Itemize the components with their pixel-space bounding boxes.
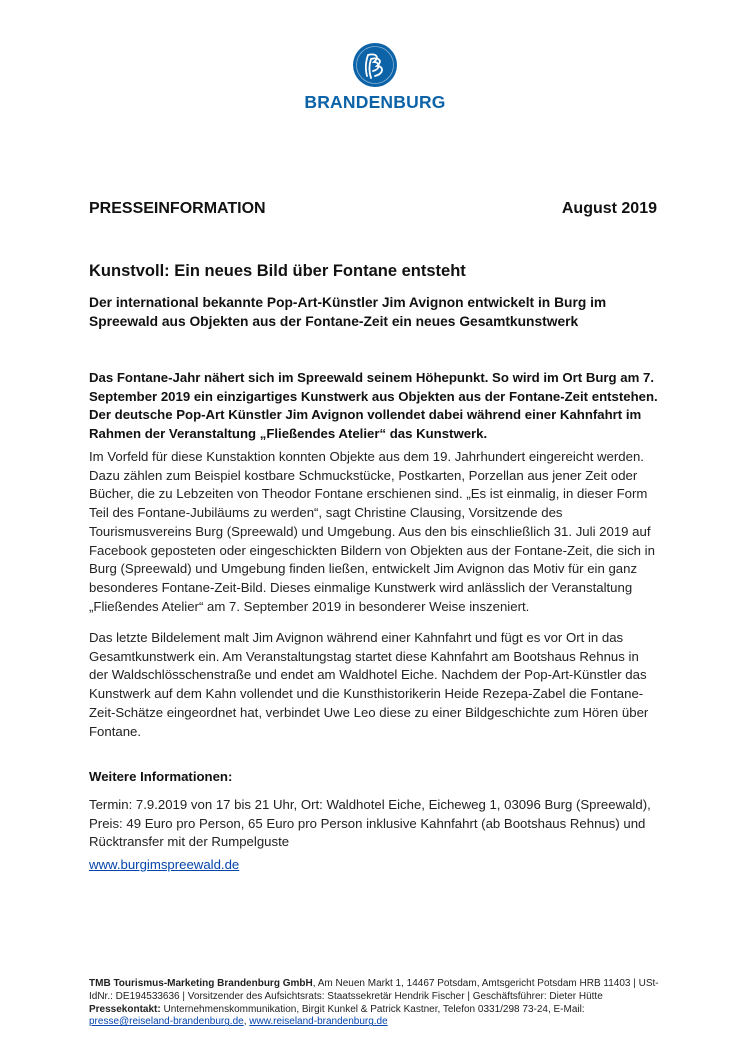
company-name: TMB Tourismus-Marketing Brandenburg GmbH xyxy=(89,978,313,989)
brandenburg-logo xyxy=(290,42,460,113)
footer-separator: , xyxy=(243,1016,250,1028)
press-contact-label: Pressekontakt: xyxy=(89,1003,161,1015)
article-subheadline: Der international bekannte Pop-Art-Künstler Jim Avignon entwickelt in Burg im Spreewald aus Objekten aus der Fontane-Zeit ein neues Gesamtkunstwerk xyxy=(89,295,607,329)
document-header xyxy=(89,200,657,222)
footer-imprint xyxy=(89,978,659,1029)
website-link[interactable]: www.burgimspreewald.de xyxy=(89,857,240,872)
press-email-link[interactable]: presse@reiseland-brandenburg.de xyxy=(89,1016,244,1028)
article-lead: Das Fontane-Jahr nähert sich im Spreewald seinem Höhepunkt. So wird im Ort Burg am 7. September 2019 ein einzigartiges Kunstwerk aus Objekten aus der Fontane-Zeit entstehen. Der deutsche Pop-Art Künstler Jim Avignon vollendet dabei während einer Kahnfahrt im Rahmen der Veranstaltung „Fließendes Atelier“ das Kunstwerk. xyxy=(89,370,658,442)
more-info-heading: Weitere Informationen: xyxy=(89,769,233,784)
imprint-text: , Am Neuen Markt 1, 14467 Potsdam, Amtsgericht Potsdam HRB 11403 | USt-IdNr.: DE194533636 | Vorsitzender des Aufsichtsrats: Staatssekretär Hendrik Fischer | Geschäftsführer: Dieter Hütte xyxy=(89,978,659,1002)
event-details: Termin: 7.9.2019 von 17 bis 21 Uhr, Ort: Waldhotel Eiche, Eicheweg 1, 03096 Burg (Spreewald), Preis: 49 Euro pro Person, 65 Euro pro Person inklusive Kahnfahrt (ab Bootshaus Rehnus) und Rücktransfer mit der Rumpelguste xyxy=(89,797,651,850)
article-paragraph: Im Vorfeld für diese Kunstaktion konnten Objekte aus dem 19. Jahrhundert eingereicht werden. Dazu zählen zum Beispiel kostbare Schmuckstücke, Postkarten, Porzellan aus jener Zeit oder Bücher, die zu Lebzeiten von Theodor Fontane erschienen sind. „Es ist einmalig, in dieser Form Teil des Fontane-Jubiläums zu werden“, sagt Christine Clausing, Vorsitzende des Tourismusvereins Burg (Spreewald) und Umgebung. Aus den bis einschließlich 31. Juli 2019 auf Facebook geposteten oder eingeschickten Bildern von Objekten aus der Fontane-Zeit, die sich in Burg (Spreewald) und Umgebung finden ließen, entwickelt Jim Avignon das Motiv für ein ganz besonderes Fontane-Zeit-Bild. Dieses einmalige Kunstwerk wird anlässlich der Veranstaltung „Fließendes Atelier“ am 7. September 2019 in besonderer Weise inszeniert. xyxy=(89,449,655,614)
press-information-label: PRESSEINFORMATION xyxy=(89,200,266,217)
article-headline: Kunstvoll: Ein neues Bild über Fontane entsteht xyxy=(89,262,466,280)
article-paragraph: Das letzte Bildelement malt Jim Avignon während einer Kahnfahrt und fügt es vor Ort in das Gesamtkunstwerk ein. Am Veranstaltungstag startet diese Kahnfahrt am Bootshaus Rehnus in der Waldschlösschenstraße und endet am Waldhotel Eiche. Nachdem der Pop-Art-Künstler das Kunstwerk auf dem Kahn vollendet und die Kunsthistorikerin Heide Rezepa-Zabel die Fontane-Zeit-Schätze eingeordnet hat, verbindet Uwe Leo diese zu einer Bildgeschichte zum Hören über Fontane. xyxy=(89,630,649,739)
press-contact-text: Unternehmenskommunikation, Birgit Kunkel & Patrick Kastner, Telefon 0331/298 73-24, E-Mail: xyxy=(160,1003,585,1015)
brandenburg-bb-emblem-icon xyxy=(352,42,398,88)
document-date: August 2019 xyxy=(561,200,657,217)
logo-wordmark: BRANDENBURG xyxy=(304,92,446,112)
footer-website-link[interactable]: www.reiseland-brandenburg.de xyxy=(249,1016,388,1028)
